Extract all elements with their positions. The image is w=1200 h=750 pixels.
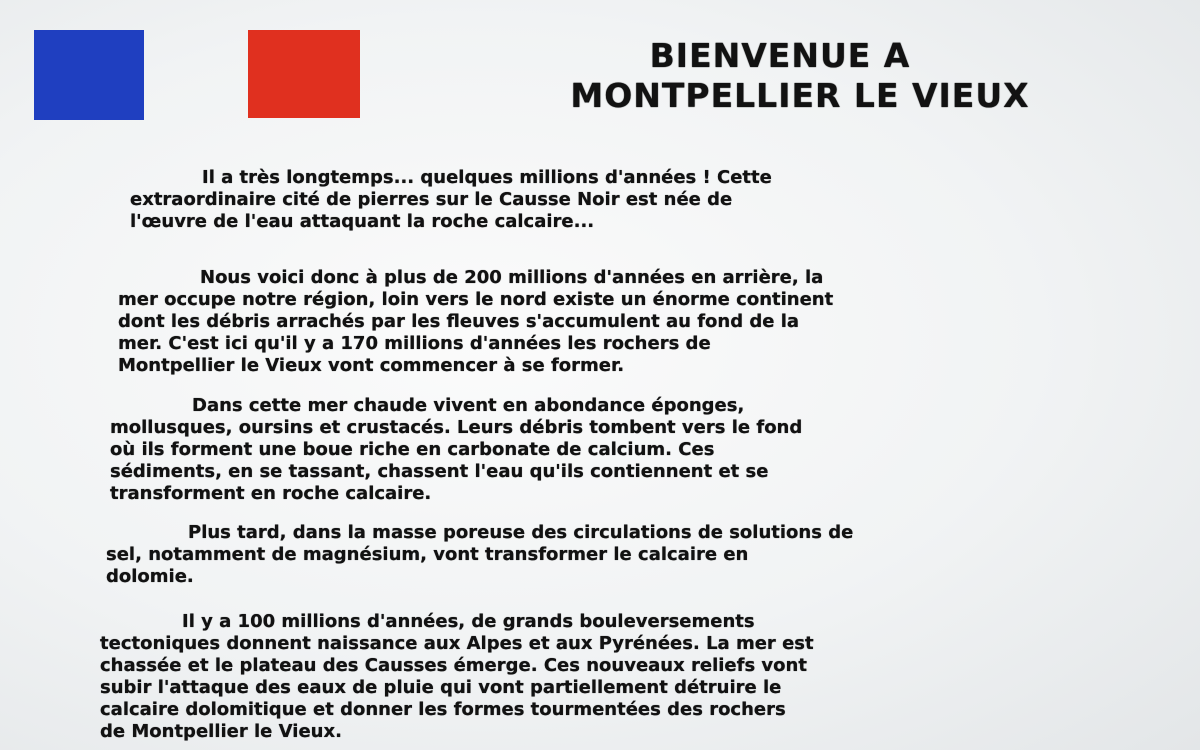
text-line: transforment en roche calcaire. [110,483,432,504]
intro-paragraph [130,167,772,233]
paragraph-4 [100,611,814,743]
text-line: Dans cette mer chaude vivent en abondance éponges, [192,395,745,416]
flag-red-stripe [248,30,360,118]
text-line: mer. C'est ici qu'il y a 170 millions d'années les rochers de [118,333,711,354]
text-line: mer occupe notre région, loin vers le nord existe un énorme continent [118,289,834,310]
title-line-1: BIENVENUE A [649,36,911,75]
text-line: Nous voici donc à plus de 200 millions d'années en arrière, la [200,267,824,288]
text-line: Il a très longtemps... quelques millions d'années ! Cette [202,167,772,188]
paragraph-3 [106,522,853,588]
text-line: subir l'attaque des eaux de pluie qui vont partiellement détruire le [100,677,782,698]
text-line: mollusques, oursins et crustacés. Leurs débris tombent vers le fond [110,417,803,438]
text-line: calcaire dolomitique et donner les formes tourmentées des rochers [100,699,786,720]
text-line: de Montpellier le Vieux. [100,721,342,742]
text-line: sel, notamment de magnésium, vont transformer le calcaire en [106,544,749,565]
text-line: chassée et le plateau des Causses émerge. Ces nouveaux reliefs vont [100,655,807,676]
text-line: l'œuvre de l'eau attaquant la roche calcaire... [130,211,595,232]
flag-blue-stripe [34,30,144,120]
text-line: Montpellier le Vieux vont commencer à se former. [118,355,625,376]
title-line-2: MONTPELLIER LE VIEUX [570,76,1030,115]
sign-title [420,36,1180,116]
paragraph-2 [110,395,802,505]
paragraph-1 [118,267,833,377]
text-line: extraordinaire cité de pierres sur le Causse Noir est née de [130,189,733,210]
text-line: dolomie. [106,566,194,587]
text-line: sédiments, en se tassant, chassent l'eau qu'ils contiennent et se [110,461,769,482]
text-line: tectoniques donnent naissance aux Alpes et aux Pyrénées. La mer est [100,633,814,654]
text-line: dont les débris arrachés par les fleuves s'accumulent au fond de la [118,311,800,332]
text-line: Il y a 100 millions d'années, de grands bouleversements [182,611,755,632]
text-line: où ils forment une boue riche en carbonate de calcium. Ces [110,439,715,460]
text-line: Plus tard, dans la masse poreuse des circulations de solutions de [188,522,854,543]
